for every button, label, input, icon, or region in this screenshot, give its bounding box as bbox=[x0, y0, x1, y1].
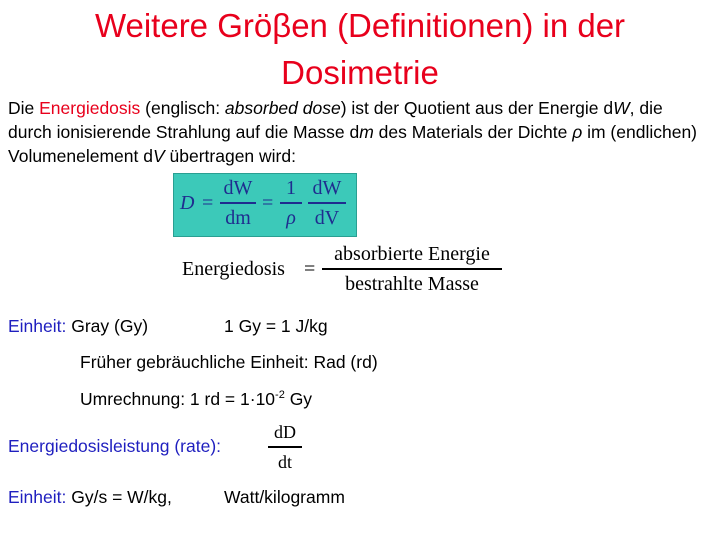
equals-sign: = bbox=[202, 192, 214, 214]
fraction-one-rho bbox=[280, 176, 302, 230]
term-energiedosis: Energiedosis bbox=[39, 98, 141, 118]
title-line-2: Dosimetrie bbox=[281, 54, 439, 91]
unit-label: Einheit: bbox=[8, 316, 67, 336]
fraction-numerator: absorbierte Energie bbox=[334, 243, 490, 265]
term-english: absorbed dose bbox=[224, 98, 341, 118]
intro-text: , die durch ionisierende Strahlung auf die Masse d bbox=[8, 98, 663, 142]
fraction-denominator: bestrahlte Masse bbox=[345, 272, 479, 295]
fraction-energy-mass bbox=[322, 242, 502, 296]
intro-text: übertragen wird: bbox=[164, 146, 296, 166]
fraction-denominator: dV bbox=[314, 206, 340, 229]
gray-definition: 1 Gy = 1 J/kg bbox=[224, 316, 328, 336]
unit-gray-row bbox=[8, 315, 148, 337]
conversion-row bbox=[80, 388, 312, 410]
dose-rate-label: Energiedosisleistung (rate): bbox=[8, 436, 222, 456]
former-unit: Früher gebräuchliche Einheit: Rad (rd) bbox=[80, 352, 378, 372]
dose-formula-box bbox=[173, 173, 357, 237]
slide-title bbox=[0, 2, 720, 96]
equals-sign: = bbox=[304, 258, 316, 280]
conversion-text: Umrechnung: 1 rd = 1·10 bbox=[80, 389, 276, 409]
unit-label: Einheit: bbox=[8, 487, 67, 507]
fraction-dw-dm bbox=[220, 176, 256, 230]
unit-value: Gray (Gy) bbox=[66, 316, 149, 336]
fraction-numerator: dW bbox=[312, 177, 342, 199]
var-m: m bbox=[359, 122, 374, 142]
fraction-dd-dt bbox=[268, 420, 302, 474]
unit-rate-row bbox=[8, 486, 172, 508]
var-w: W bbox=[613, 98, 630, 118]
symbol-d: D bbox=[180, 192, 195, 214]
equals-sign: = bbox=[262, 192, 274, 214]
intro-text: im (endlichen) Volumenelement d bbox=[8, 122, 698, 166]
fraction-denominator: ρ bbox=[286, 206, 296, 229]
unit-value: Gy/s = W/kg, bbox=[66, 487, 172, 507]
formula-lhs: Energiedosis bbox=[182, 258, 285, 280]
conversion-exponent: -2 bbox=[275, 389, 285, 402]
fraction-dw-dv bbox=[308, 176, 346, 230]
fraction-numerator: 1 bbox=[286, 177, 296, 199]
intro-paragraph bbox=[8, 96, 708, 168]
fraction-numerator: dW bbox=[223, 177, 253, 199]
unit-words: Watt/kilogramm bbox=[224, 487, 345, 507]
intro-text: Die bbox=[8, 98, 40, 118]
var-v: V bbox=[152, 146, 165, 166]
fraction-denominator: dt bbox=[277, 451, 292, 472]
fraction-numerator: dD bbox=[274, 422, 296, 442]
title-line-1: Weitere Gröβen (Definitionen) in der bbox=[94, 7, 626, 44]
var-rho: ρ bbox=[572, 122, 583, 142]
intro-text: des Materials der Dichte bbox=[373, 122, 573, 142]
conversion-unit: Gy bbox=[284, 389, 313, 409]
fraction-denominator: dm bbox=[225, 206, 251, 229]
intro-text: (englisch: bbox=[140, 98, 225, 118]
intro-text: ) ist der Quotient aus der Energie d bbox=[340, 98, 614, 118]
